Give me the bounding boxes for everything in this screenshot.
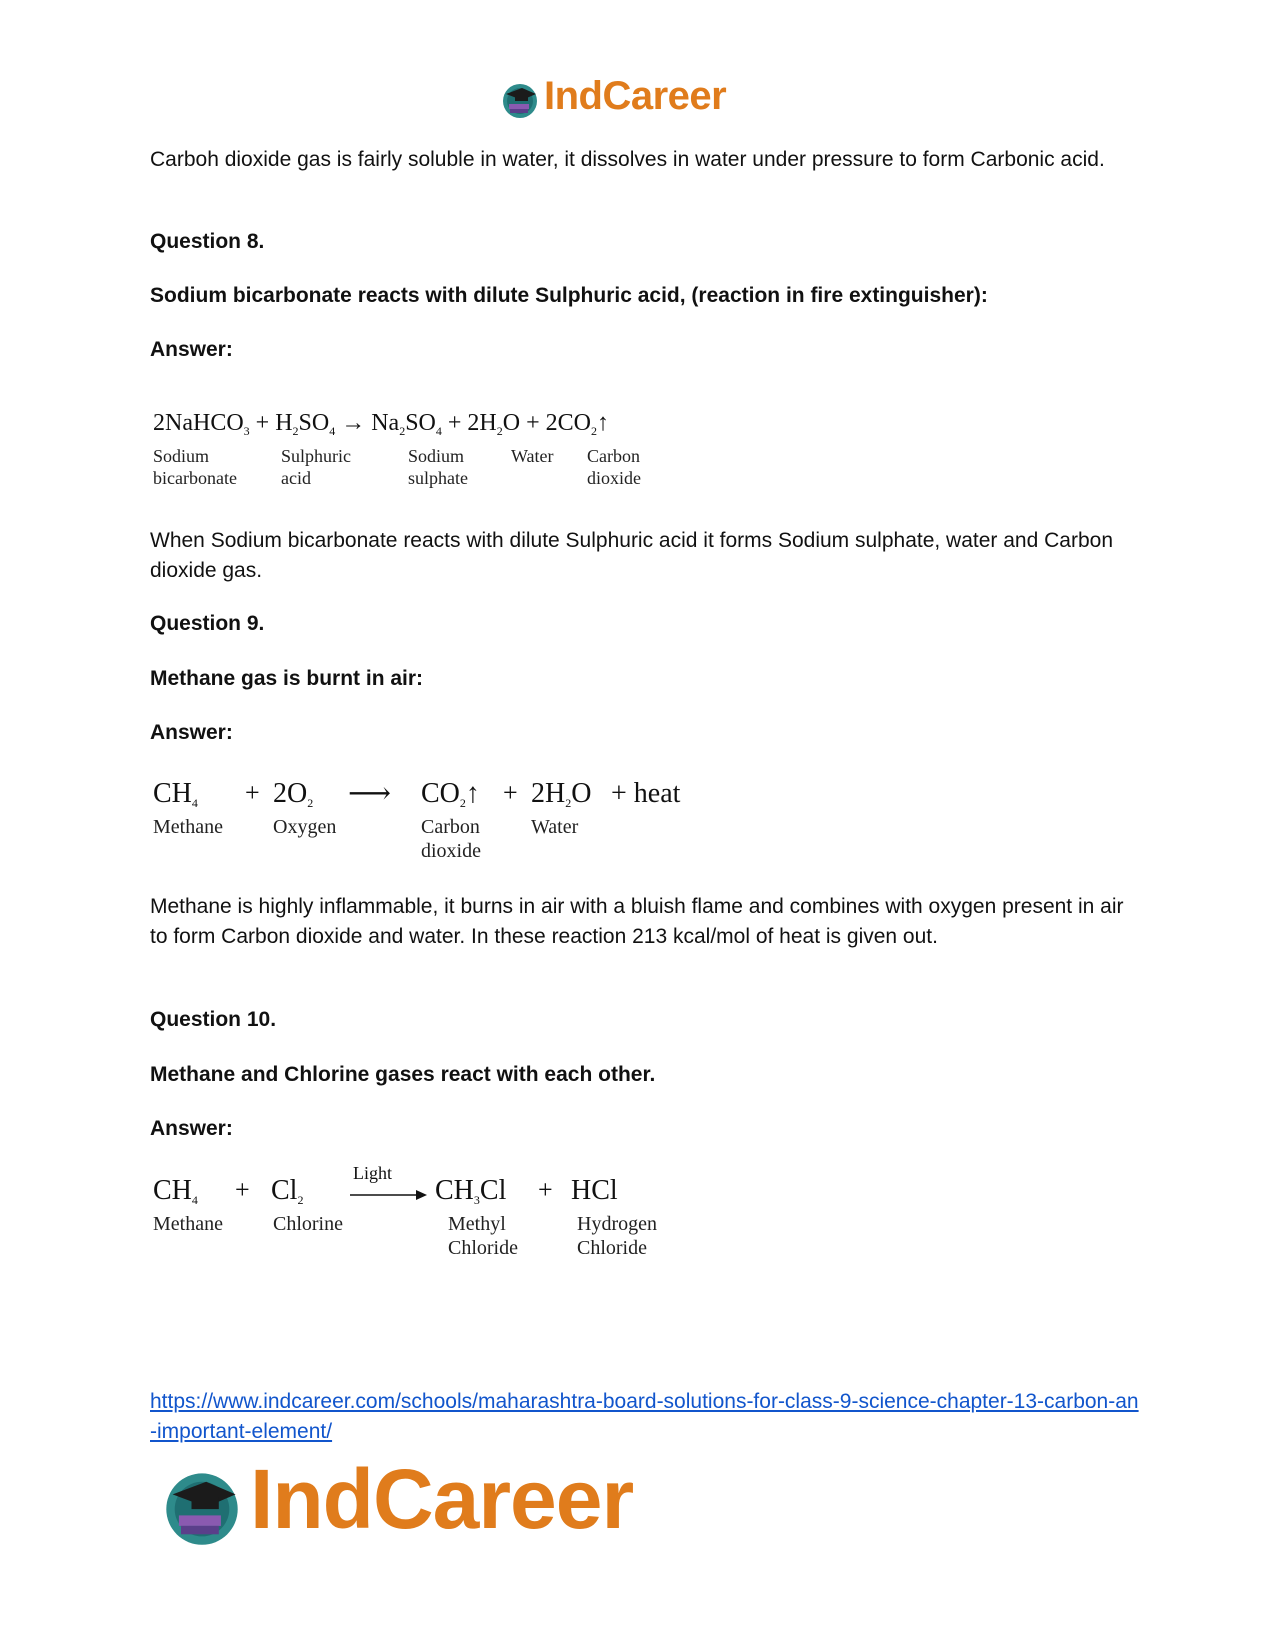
equation-9 — [153, 778, 713, 878]
eq9-ch4: $CH_4$ — [153, 778, 198, 810]
question-8-text: Sodium bicarbonate reacts with dilute Sulphuric acid, (reaction in fire extinguisher): — [150, 284, 988, 307]
eq9-o2: $2O_2$ — [273, 778, 314, 810]
label-sodium-bicarbonate-2: bicarbonate — [153, 468, 237, 488]
intro-paragraph: Carboh dioxide gas is fairly soluble in water, it dissolves in water under pressure to form Carbonic acid. — [150, 148, 1105, 171]
label-chlorine: Chlorine — [273, 1213, 343, 1235]
label-oxygen: Oxygen — [273, 816, 337, 838]
label-methyl-1: Methyl — [448, 1213, 506, 1235]
question-8-explanation: When Sodium bicarbonate reacts with dilute Sulphuric acid it forms Sodium sulphate, water and Carbon dioxide gas. — [150, 529, 1113, 582]
label-sodium-sulphate-1: Sodium — [408, 446, 465, 466]
eq9-plus-1: + — [245, 778, 260, 807]
question-9-text: Methane gas is burnt in air: — [150, 667, 424, 690]
eq10-condition: Light — [353, 1163, 392, 1183]
equation-8-formula: 2NaHCO$_3$ + $H_2SO_4 \to Na_2SO_4 + 2H_2O$ + $2CO_2↑$ — [153, 410, 609, 438]
eq10-ch4: $CH_4$ — [153, 1175, 198, 1207]
source-link[interactable]: https://www.indcareer.com/schools/maharashtra-board-solutions-for-class-9-science-chapter-13-carbon-an-important-element/ — [150, 1390, 1139, 1443]
question-10-answer-label: Answer: — [150, 1117, 233, 1140]
label-water: Water — [531, 816, 579, 838]
gas-up-arrow: ↑ — [465, 778, 480, 809]
gas-up-arrow: ↑ — [596, 410, 609, 436]
equation-8 — [153, 402, 673, 497]
graduation-cap-icon — [160, 1465, 244, 1549]
question-8-answer-label: Answer: — [150, 338, 233, 361]
question-10-number: Question 10. — [150, 1008, 277, 1031]
graduation-cap-icon — [500, 80, 540, 120]
label-hydrogen-1: Hydrogen — [577, 1213, 657, 1235]
question-9-explanation: Methane is highly inflammable, it burns in air with a bluish flame and combines with oxygen present in air to form Carbon dioxide and water. In these reaction 213 kcal/mol of heat is given out. — [150, 895, 1124, 948]
eq9-co2: $CO_2↑$ — [421, 778, 480, 810]
label-carbon-2: dioxide — [421, 840, 481, 862]
eq10-cl2: $Cl_2$ — [271, 1175, 304, 1207]
question-10-text: Methane and Chlorine gases react with each other. — [150, 1063, 656, 1086]
equation-10 — [153, 1163, 693, 1275]
eq9-heat: + heat — [611, 778, 681, 809]
label-carbon-dioxide-2: dioxide — [587, 468, 641, 488]
eq10-plus-2: + — [538, 1175, 553, 1204]
header-logo — [500, 74, 780, 126]
label-sodium-bicarbonate-1: Sodium — [153, 446, 210, 466]
question-9-number: Question 9. — [150, 612, 265, 635]
label-methane: Methane — [153, 1213, 223, 1235]
label-methane: Methane — [153, 816, 223, 838]
question-8-number: Question 8. — [150, 230, 265, 253]
label-water: Water — [511, 446, 554, 466]
eq10-ch3cl: $CH_3Cl$ — [435, 1175, 507, 1207]
eq10-plus-1: + — [235, 1175, 250, 1204]
eq9-plus-2: + — [503, 778, 518, 807]
reaction-arrow — [348, 1189, 428, 1201]
label-sulphuric-2: acid — [281, 468, 311, 488]
eq9-h2o: $2H_2O$ — [531, 778, 592, 810]
brand-name: IndCareer — [250, 1452, 634, 1546]
label-carbon-1: Carbon — [421, 816, 480, 838]
eq10-hcl: HCl — [571, 1175, 618, 1206]
reaction-arrow: ⟶ — [348, 777, 392, 810]
label-hydrogen-2: Chloride — [577, 1237, 647, 1259]
label-sulphuric-1: Sulphuric — [281, 446, 351, 466]
label-carbon-dioxide-1: Carbon — [587, 446, 640, 466]
label-methyl-2: Chloride — [448, 1237, 518, 1259]
brand-name: IndCareer — [544, 74, 727, 118]
footer-logo — [160, 1452, 720, 1565]
question-9-answer-label: Answer: — [150, 721, 233, 744]
label-sodium-sulphate-2: sulphate — [408, 468, 468, 488]
reaction-arrow: → — [335, 410, 372, 436]
